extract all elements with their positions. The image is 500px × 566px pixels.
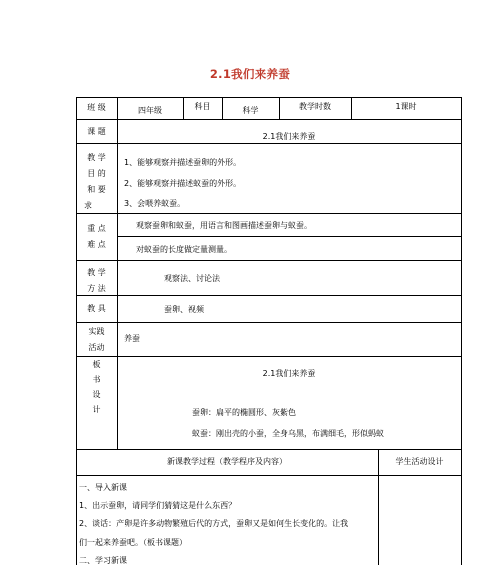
- rule-right: [461, 97, 462, 565]
- goals-label-2: 目 的: [87, 169, 106, 178]
- board-label-1: 板: [92, 360, 101, 369]
- rule-row1: [76, 119, 462, 120]
- keypoints-label-2: 难 点: [87, 240, 106, 249]
- process-line-1: 一、导入新课: [79, 483, 127, 492]
- goal-item-3: 3、会喂养蚁蚕。: [124, 199, 186, 208]
- topic-value: 2.1我们来养蚕: [262, 132, 316, 141]
- subject-label: 科目: [194, 102, 211, 111]
- student-activity-header: 学生活动设计: [395, 457, 444, 466]
- process-header: 新课教学过程（教学程序及内容）: [167, 457, 287, 466]
- rule-keypoint-mid: [117, 236, 462, 237]
- goals-label-3: 和 要: [87, 185, 106, 194]
- method-label-1: 教 学: [87, 268, 106, 277]
- board-heading: 2.1我们来养蚕: [262, 369, 316, 378]
- board-label-3: 设: [92, 390, 101, 399]
- board-line-1: 蚕卵：扁平的椭圆形、灰紫色: [192, 408, 296, 417]
- rule-row3: [76, 213, 462, 214]
- rule-row9: [76, 475, 462, 476]
- topic-label: 课 题: [87, 127, 106, 136]
- method-value: 观察法、讨论法: [164, 274, 220, 283]
- keypoints-label-1: 重 点: [87, 224, 106, 233]
- rule-row5: [76, 295, 462, 296]
- practice-label-1: 实践: [88, 327, 105, 336]
- goal-item-2: 2、能够观察并描述蚁蚕的外形。: [124, 179, 242, 188]
- goal-item-1: 1、能够观察并描述蚕卵的外形。: [124, 158, 242, 167]
- rule-row6: [76, 322, 462, 323]
- process-line-2: 1、出示蚕卵，请同学们猜猜这是什么东西？: [79, 501, 237, 510]
- process-line-4: 们一起来养蚕吧。（板书课题）: [79, 538, 187, 547]
- practice-value: 养蚕: [124, 334, 140, 343]
- board-line-2: 蚁蚕：刚出壳的小蚕，全身乌黑，布满细毛，形似蚂蚁: [192, 429, 384, 438]
- board-label-4: 计: [92, 405, 101, 414]
- subject-value: 科学: [242, 106, 259, 115]
- method-label-2: 方 法: [87, 284, 106, 293]
- rule-row2: [76, 143, 462, 144]
- process-line-5: 二、学习新课: [79, 556, 127, 565]
- grade-value: 四年级: [138, 106, 162, 115]
- tools-label: 教 具: [87, 304, 106, 313]
- rule-label-col: [117, 97, 118, 449]
- rule-row8: [76, 449, 462, 450]
- rule-row7: [76, 356, 462, 357]
- goals-label-4: 求: [84, 201, 92, 210]
- process-line-3: 2、谈话：产卵是许多动物繁殖后代的方式，蚕卵又是如何生长变化的。让我: [79, 519, 349, 528]
- rule-row4: [76, 260, 462, 261]
- goals-label-1: 教 学: [87, 153, 106, 162]
- rule-top: [76, 97, 462, 98]
- hours-value: 1课时: [395, 102, 417, 111]
- board-label-2: 书: [92, 375, 101, 384]
- keypoint-difficult: 对蚁蚕的长度做定量测量。: [136, 245, 232, 254]
- tools-value: 蚕卵、视频: [164, 305, 204, 314]
- practice-label-2: 活动: [88, 343, 105, 352]
- lesson-plan-table: [76, 97, 462, 565]
- hours-label: 教学时数: [299, 102, 331, 111]
- lesson-title: 2.1我们来养蚕: [209, 67, 291, 81]
- class-label: 班 级: [87, 103, 106, 112]
- keypoint-key: 观察蚕卵和蚁蚕，用语言和图画描述蚕卵与蚁蚕。: [136, 221, 312, 230]
